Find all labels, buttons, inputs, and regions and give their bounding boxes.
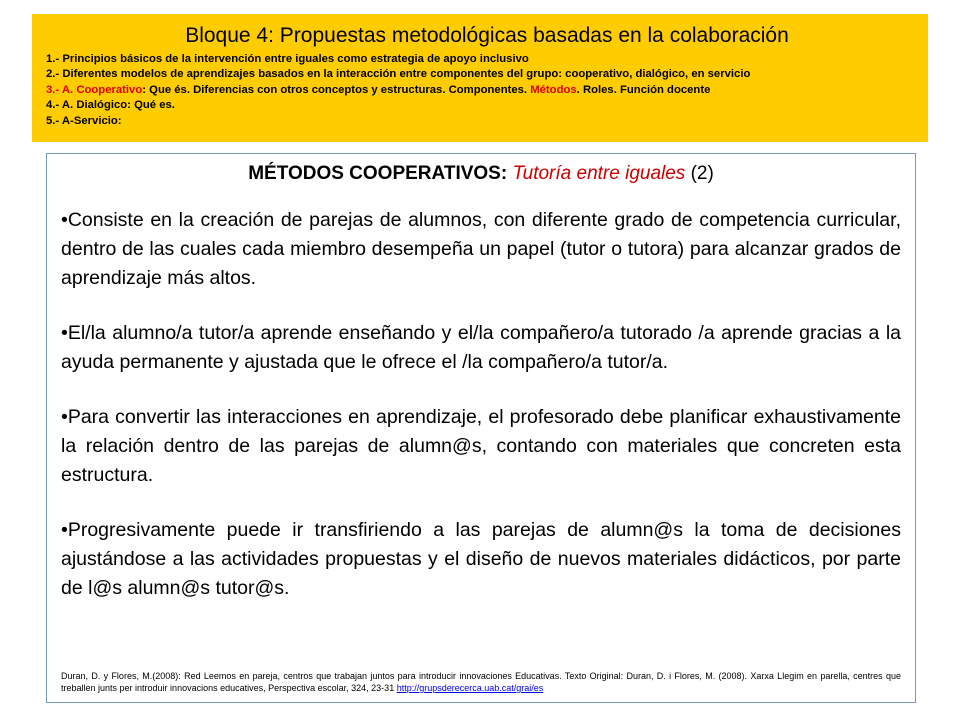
header-title: Bloque 4: Propuestas metodológicas basadas en la colaboración — [185, 24, 789, 47]
content-box — [46, 153, 916, 703]
content-title — [61, 162, 901, 186]
paragraph-4: •Progresivamente puede ir transfiriendo a las parejas de alumn@s la toma de decisiones ajustándose a las actividades propuestas y el diseño de nuevos materiales didácticos, por parte de l@s alumn@s tutor@s. — [61, 519, 901, 599]
header-line-3-highlight: Métodos — [530, 83, 577, 96]
header-line-1: 1.- Principios básicos de la intervención entre iguales como estrategia de apoyo inclusivo — [46, 53, 529, 65]
content-title-suffix: (2) — [685, 163, 714, 184]
header-line-2: 2.- Diferentes modelos de aprendizajes basados en la interacción entre componentes del grupo: cooperativo, dialógico, en servicio — [46, 68, 751, 81]
header-banner — [32, 14, 928, 142]
header-line-5: 5.- A-Servicio: — [46, 114, 122, 127]
reference-link[interactable]: http://grupsderecerca.uab.cat/grai/es — [396, 683, 544, 693]
reference-text: Duran, D. y Flores, M.(2008): Red Leemos en pareja, centros que trabajan juntos para introducir innovaciones Educativas. Texto Original: Duran, D. i Flores, M. (2008). Xarxa Llegim en parella, centres que treballen junts per introduir innovacions educatives, Perspectiva escolar, 324, 23-31 — [61, 671, 901, 693]
content-title-prefix: MÉTODOS COOPERATIVOS: — [248, 163, 513, 184]
header-line-3 — [46, 83, 928, 98]
content-title-highlight: Tutoría entre iguales — [512, 163, 686, 184]
paragraph-2: •El/la alumno/a tutor/a aprende enseñando y el/la compañero/a tutorado /a aprende gracias a la ayuda permanente y ajustada que le ofrece el /la compañero/a tutor/a. — [61, 322, 901, 373]
header-line-3-middle: : Que és. Diferencias con otros conceptos y estructuras. Componentes. — [142, 83, 531, 96]
paragraph-3: •Para convertir las interacciones en aprendizaje, el profesorado debe planificar exhaustivamente la relación dentro de las parejas de alumn@s, contando con materiales que concreten esta estructura. — [61, 406, 901, 486]
paragraph-1: •Consiste en la creación de parejas de alumnos, con diferente grado de competencia curricular, dentro de las cuales cada miembro desempeña un papel (tutor o tutora) para alcanzar grados de aprendizaje más altos. — [61, 209, 901, 289]
header-line-3-suffix: . Roles. Función docente — [576, 83, 711, 96]
header-line-3-prefix: 3.- A. Cooperativo — [46, 83, 143, 96]
header-line-4: 4.- A. Dialógico: Qué es. — [46, 99, 175, 112]
reference-citation — [61, 670, 901, 694]
